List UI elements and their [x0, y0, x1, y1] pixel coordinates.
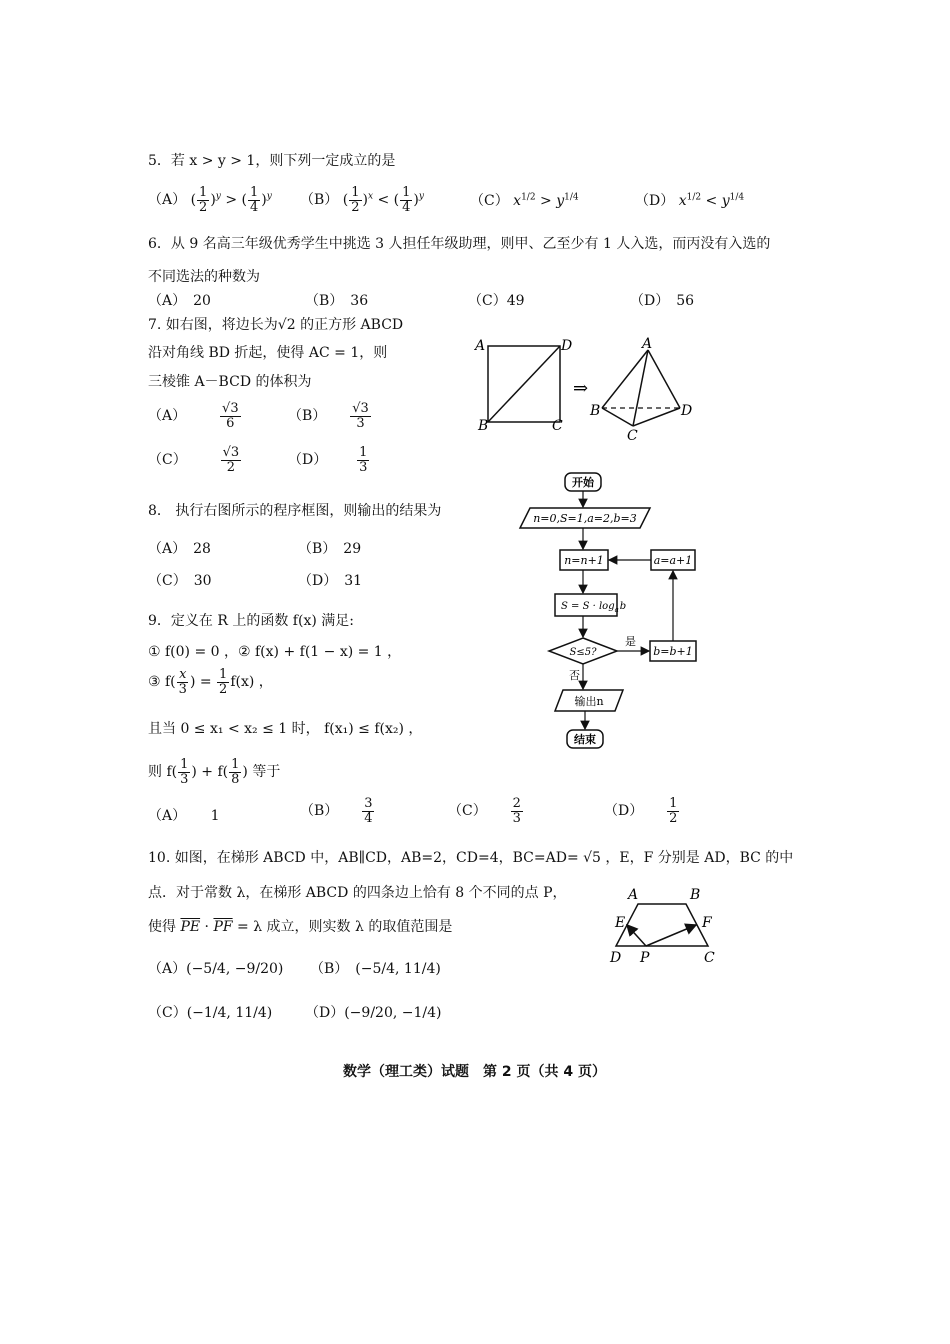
- q9-c-label: （C）: [448, 803, 487, 820]
- q10-label-c: C: [704, 950, 715, 966]
- q9-option-a: [148, 805, 220, 825]
- q9-option-c: [448, 797, 524, 825]
- q7-b-den: 3: [356, 415, 365, 431]
- flow-output-label: 输出n: [574, 695, 604, 708]
- q7-option-c: [148, 446, 242, 474]
- q10-vector-pf: $\overline{PF}$: [213, 919, 233, 935]
- q9-c3-2: 2: [219, 681, 228, 697]
- flow-cond-label: S≤5?: [569, 647, 597, 658]
- q9-a-value: 1: [210, 808, 220, 824]
- q5-option-a: （A） ( $\frac{1}{2}$ )$^y$ > ( $\frac{1}{4}$ )$^y$: [148, 185, 272, 215]
- q7-label-b2: B: [590, 403, 601, 419]
- q9-stem: 9．定义在 R 上的函数 f(x) 满足:: [148, 613, 354, 629]
- q9-c-den: 3: [512, 810, 521, 826]
- q7-b-num: √3: [352, 401, 369, 416]
- q5-c-label: （C）: [470, 193, 509, 209]
- flow-init-label: n=0,S=1,a=2,b=3: [533, 512, 637, 525]
- q7-d-label: （D）: [288, 452, 328, 469]
- q5-a-label: （A）: [148, 192, 187, 209]
- q9-c3-mid: ) =: [189, 674, 212, 691]
- q7-b-label: （B）: [288, 408, 327, 425]
- q10-stem-line2: 点．对于常数 λ，在梯形 ABCD 的四条边上恰有 8 个不同的点 P，: [148, 885, 567, 901]
- q9-question: 则 f( $\frac{1}{3}$ ) + f( $\frac{1}{8}$ ) 等于: [148, 757, 281, 787]
- q9-b-num: 3: [364, 796, 373, 811]
- q5-option-c: （C） $x^{1/2} > y^{1/4}$: [470, 192, 579, 209]
- q7-a-num: √3: [222, 401, 239, 416]
- q6-stem-line1: 6．从 9 名高三年级优秀学生中挑选 3 人担任年级助理，则甲、乙至少有 1 人入选，而丙没有入选的: [148, 236, 771, 252]
- q5-stem: 5．若 x > y > 1，则下列一定成立的是: [148, 153, 396, 169]
- q7-c-num: √3: [222, 445, 240, 460]
- q10-vector-pf-arrow: [646, 925, 696, 946]
- flow-s-label: $S = S \cdot \log_ab$: [561, 601, 627, 614]
- q5-option-b: （B） ( $\frac{1}{2}$ )$^x$ < ( $\frac{1}{4}$ )$^y$: [300, 185, 424, 215]
- q7-c-den: 2: [226, 459, 236, 475]
- q9-d-den: 2: [669, 810, 678, 826]
- q10-label-f: F: [702, 915, 712, 931]
- q9-option-b: [300, 797, 375, 825]
- q7-a-label: （A）: [148, 408, 187, 425]
- q10-label-p: P: [640, 950, 650, 966]
- q9-d-num: 1: [669, 796, 678, 811]
- q7-stem-line3: 三棱锥 A－BCD 的体积为: [148, 374, 312, 390]
- q6-option-b: （B） 36: [305, 293, 369, 309]
- q10-option-a: （A）(−5/4, −9/20): [148, 961, 284, 977]
- flow-end-label: 结束: [574, 733, 596, 746]
- q10-vector-pe-arrow: [627, 925, 646, 946]
- q10-stem3-post: = λ 成立，则实数 λ 的取值范围是: [232, 919, 453, 935]
- flow-start-label: 开始: [572, 476, 594, 489]
- q7-diagonal-bd: [488, 346, 560, 422]
- q9-d-label: （D）: [604, 803, 644, 820]
- q7-a-den: 6: [226, 415, 235, 431]
- q10-stem3-pre: 使得: [148, 919, 181, 935]
- q10-label-d: D: [610, 950, 622, 966]
- q7-edge-ab: [602, 350, 648, 408]
- flow-no-label: 否: [569, 669, 580, 682]
- q7-label-a2: A: [642, 336, 653, 352]
- q10-stem3-dot: ·: [200, 919, 214, 935]
- q8-option-c: （C） 30: [148, 573, 212, 589]
- q6-option-a: （A） 20: [148, 293, 211, 309]
- q5-d-label: （D）: [635, 193, 675, 209]
- q8-option-d: （D） 31: [298, 573, 363, 589]
- q7-option-b: [288, 402, 372, 430]
- q9-c3-x: x: [179, 667, 187, 682]
- q7-c-label: （C）: [148, 452, 187, 469]
- q9-c3-pre: ③ f(: [148, 674, 176, 691]
- q9-a-label: （A）: [148, 808, 187, 824]
- q7-label-a1: A: [475, 338, 486, 354]
- q7-d-num: 1: [359, 445, 368, 460]
- q7-stem-line2: 沿对角线 BD 折起，使得 AC = 1，则: [148, 345, 388, 361]
- q8-flowchart: [505, 465, 715, 755]
- q6-option-d: （D） 56: [630, 293, 695, 309]
- flow-a-label: a=a+1: [653, 554, 693, 567]
- q7-option-a: [148, 402, 242, 430]
- q9-monotone-condition: 且当 0 ≤ x₁ < x₂ ≤ 1 时， f(x₁) ≤ f(x₂) ，: [148, 721, 423, 737]
- q10-option-b: （B） (−5/4, 11/4): [310, 961, 441, 977]
- q10-option-c: （C）(−1/4, 11/4): [148, 1005, 273, 1021]
- q7-edge-cd: [633, 408, 680, 426]
- q7-arrow-icon: ⇒: [573, 378, 589, 399]
- q7-stem-line1: 7. 如右图，将边长为√2 的正方形 ABCD: [148, 317, 404, 333]
- q10-stem-line1: 10. 如图，在梯形 ABCD 中，AB∥CD，AB=2，CD=4，BC=AD= √5 ，E，F 分别是 AD，BC 的中: [148, 850, 794, 866]
- q9-c3-3: 3: [178, 681, 187, 697]
- q7-figure: [470, 330, 710, 445]
- flow-b-label: b=b+1: [653, 645, 693, 658]
- q6-option-c: （C）49: [468, 293, 525, 309]
- q8-option-a: （A） 28: [148, 541, 211, 557]
- q10-label-e: E: [615, 915, 626, 931]
- q5-b-label: （B）: [300, 192, 339, 209]
- q6-stem-line2: 不同选法的种数为: [148, 269, 260, 285]
- q5-option-d: （D） $x^{1/2} < y^{1/4}$: [635, 192, 745, 209]
- q7-option-d: [288, 446, 370, 474]
- flow-yes-label: 是: [625, 635, 636, 648]
- q9-c3-1: 1: [219, 667, 228, 682]
- q8-option-b: （B） 29: [298, 541, 362, 557]
- q10-stem-line3: [148, 916, 452, 936]
- q7-label-c1: C: [552, 418, 563, 434]
- q10-label-a: A: [628, 887, 639, 903]
- q9-b-den: 4: [364, 810, 373, 826]
- q9-ask-pre: 则 f(: [148, 764, 178, 781]
- q8-stem: 8． 执行右图所示的程序框图，则输出的结果为: [148, 503, 442, 519]
- q7-edge-bc: [602, 408, 633, 426]
- q9-c3-post: f(x) ，: [230, 674, 273, 691]
- q9-b-label: （B）: [300, 803, 339, 820]
- q10-option-d: （D）(−9/20, −1/4): [305, 1005, 442, 1021]
- q7-label-b1: B: [478, 418, 489, 434]
- q9-condition-3: [148, 668, 273, 696]
- page-footer: 数学（理工类）试题 第 2 页（共 4 页）: [343, 1064, 606, 1080]
- q10-label-b: B: [690, 887, 701, 903]
- flow-n-label: n=n+1: [564, 554, 604, 567]
- q7-d-den: 3: [359, 459, 368, 475]
- q7-label-d1: D: [561, 338, 573, 354]
- q10-vector-pe: $\overline{PE}$: [180, 919, 201, 935]
- q10-figure: [600, 884, 730, 969]
- q7-edge-ad: [648, 350, 680, 408]
- q9-option-d: [604, 797, 680, 825]
- q9-ask-mid: ) + f(: [191, 764, 229, 781]
- q7-label-d2: D: [681, 403, 693, 419]
- q9-condition-1-2: ① f(0) = 0 ，② f(x) + f(1 − x) = 1 ，: [148, 644, 402, 660]
- q9-c-num: 2: [512, 796, 521, 811]
- q7-label-c2: C: [627, 428, 638, 444]
- q7-edge-ac: [633, 350, 648, 426]
- q9-ask-post: ) 等于: [242, 764, 281, 781]
